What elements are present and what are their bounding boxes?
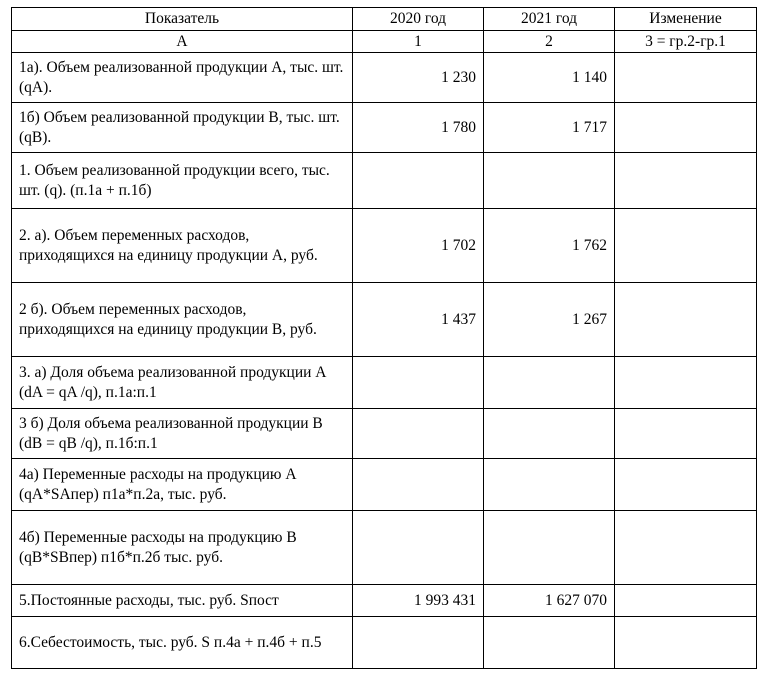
value-2020: 1 437 — [353, 283, 484, 357]
subheader-a: А — [12, 31, 353, 53]
value-2021 — [484, 357, 615, 409]
table-row — [12, 511, 757, 585]
value-change — [615, 209, 757, 283]
table-row — [12, 153, 757, 209]
table-row — [12, 103, 757, 153]
value-2020 — [353, 357, 484, 409]
value-2021: 1 267 — [484, 283, 615, 357]
value-2021: 1 762 — [484, 209, 615, 283]
row-label: 3 б) Доля объема реализованной продукции В (dB = qB /q), п.1б:п.1 — [12, 409, 353, 459]
table-row — [12, 283, 757, 357]
value-2021 — [484, 459, 615, 511]
subheader-3: 3 = гр.2-гр.1 — [615, 31, 757, 53]
value-change — [615, 357, 757, 409]
row-label: 5.Постоянные расходы, тыс. руб. Sпост — [12, 585, 353, 617]
value-2020 — [353, 511, 484, 585]
value-2020 — [353, 459, 484, 511]
subheader-row — [12, 31, 757, 53]
table-row — [12, 53, 757, 103]
row-label: 3. а) Доля объема реализованной продукции А (dA = qA /q), п.1а:п.1 — [12, 357, 353, 409]
header-row — [12, 8, 757, 31]
header-change: Изменение — [615, 8, 757, 31]
value-2021: 1 627 070 — [484, 585, 615, 617]
row-label: 6.Себестоимость, тыс. руб. S п.4а + п.4б + п.5 — [12, 617, 353, 669]
header-2021: 2021 год — [484, 8, 615, 31]
value-2020: 1 230 — [353, 53, 484, 103]
value-2020: 1 702 — [353, 209, 484, 283]
row-label: 1б) Объем реализованной продукции В, тыс. шт. (qB). — [12, 103, 353, 153]
value-change — [615, 459, 757, 511]
table-row — [12, 617, 757, 669]
row-label: 2. а). Объем переменных расходов, приходящихся на единицу продукции А, руб. — [12, 209, 353, 283]
value-2020 — [353, 153, 484, 209]
subheader-1: 1 — [353, 31, 484, 53]
value-change — [615, 617, 757, 669]
subheader-2: 2 — [484, 31, 615, 53]
value-2020 — [353, 617, 484, 669]
table-row — [12, 409, 757, 459]
header-2020: 2020 год — [353, 8, 484, 31]
row-label: 1. Объем реализованной продукции всего, тыс. шт. (q). (п.1а + п.1б) — [12, 153, 353, 209]
value-change — [615, 53, 757, 103]
value-2020: 1 780 — [353, 103, 484, 153]
value-2021 — [484, 409, 615, 459]
value-change — [615, 585, 757, 617]
table-row — [12, 459, 757, 511]
value-2021 — [484, 511, 615, 585]
indicators-table — [11, 7, 757, 669]
value-2021 — [484, 153, 615, 209]
row-label: 2 б). Объем переменных расходов, приходящихся на единицу продукции В, руб. — [12, 283, 353, 357]
value-change — [615, 409, 757, 459]
value-change — [615, 283, 757, 357]
value-change — [615, 511, 757, 585]
row-label: 4б) Переменные расходы на продукцию В (qB*SBпер) п1б*п.2б тыс. руб. — [12, 511, 353, 585]
table-row — [12, 209, 757, 283]
row-label: 4а) Переменные расходы на продукцию А (qA*SAпер) п1а*п.2а, тыс. руб. — [12, 459, 353, 511]
value-change — [615, 103, 757, 153]
value-2020 — [353, 409, 484, 459]
table-row — [12, 585, 757, 617]
header-indicator: Показатель — [12, 8, 353, 31]
value-change — [615, 153, 757, 209]
value-2021: 1 140 — [484, 53, 615, 103]
value-2021 — [484, 617, 615, 669]
value-2020: 1 993 431 — [353, 585, 484, 617]
value-2021: 1 717 — [484, 103, 615, 153]
row-label: 1а). Объем реализованной продукции А, тыс. шт. (qA). — [12, 53, 353, 103]
table-row — [12, 357, 757, 409]
